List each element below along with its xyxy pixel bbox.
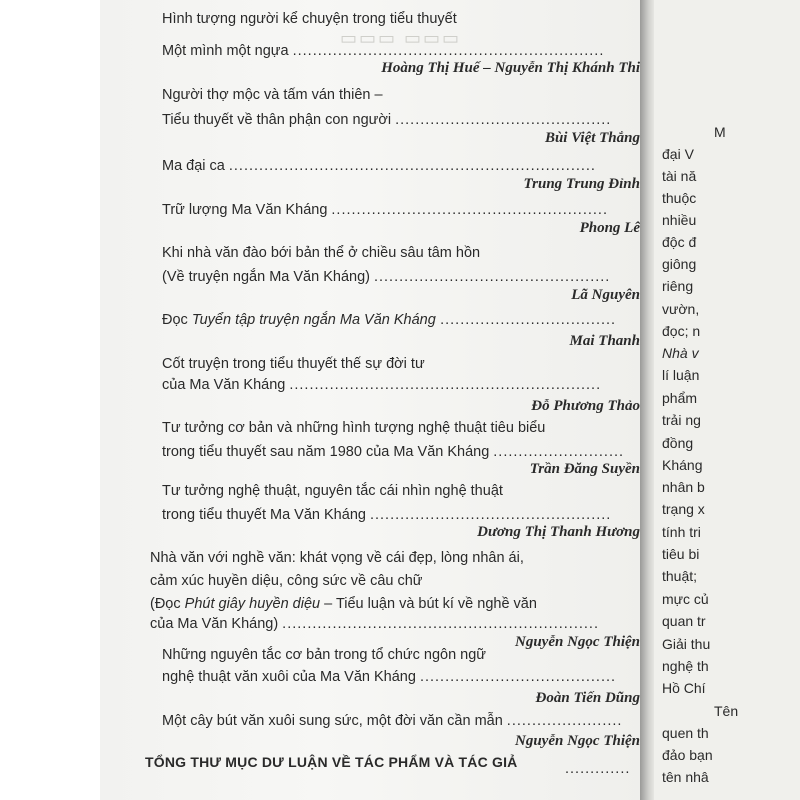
facing-page-text: thuộc: [662, 190, 697, 206]
toc-entry-author: Đỗ Phương Thảo: [531, 398, 640, 414]
dotted-leader: ...............................................: [373, 269, 611, 285]
facing-page-text: trải ng: [662, 412, 701, 428]
dotted-leader: ..............................................................: [289, 377, 602, 393]
dotted-leader: ...................................: [440, 312, 617, 328]
facing-page-text: lí luận: [662, 367, 700, 383]
toc-entry-title-line: của Ma Văn Kháng: [162, 377, 286, 393]
facing-page-text: Tên: [714, 703, 739, 719]
facing-page-text: đồng: [662, 435, 694, 451]
facing-page-text: đại V: [662, 146, 694, 162]
facing-page-text: đảo bạn: [662, 747, 713, 763]
facing-page-text: đọc; n: [662, 323, 701, 339]
toc-entry-title-line: Tiểu thuyết về thân phận con người: [162, 112, 392, 128]
facing-page-text: Nhà v: [662, 345, 699, 361]
toc-entry-title-line: Đọc Tuyển tập truyện ngắn Ma Văn Kháng: [162, 312, 436, 328]
toc-entry-title-line: Tư tưởng cơ bản và những hình tượng nghệ thuật tiêu biểu: [162, 420, 546, 436]
facing-page-text: tính tri: [662, 524, 701, 540]
toc-entry-author: Trung Trung Đỉnh: [523, 176, 640, 192]
dotted-leader: ................................................: [369, 507, 612, 523]
toc-entry-author: Đoàn Tiến Dũng: [535, 690, 640, 706]
facing-page-text: vườn,: [662, 301, 700, 317]
facing-page-text: thuật;: [662, 568, 698, 584]
facing-page-text: M: [714, 124, 726, 140]
facing-page-text: quen th: [662, 725, 709, 741]
toc-entry-title-line: Khi nhà văn đào bới bản thể ở chiều sâu tâm hồn: [162, 245, 481, 261]
dotted-leader: .......................................: [419, 669, 617, 685]
facing-page-text: nhân b: [662, 479, 705, 495]
toc-entry-title-line: Trữ lượng Ma Văn Kháng: [162, 202, 328, 218]
facing-page-text: nhiều: [662, 212, 697, 228]
facing-page-text: riêng: [662, 278, 694, 294]
dotted-leader: ...............................................................: [282, 616, 599, 632]
dotted-leader: .......................: [506, 713, 623, 729]
dotted-leader: .......................................................: [331, 202, 608, 218]
facing-page-text: phẩm: [662, 390, 698, 406]
toc-entry-title-line: Nhà văn với nghề văn: khát vọng về cái đẹp, lòng nhân ái,: [150, 550, 524, 566]
toc-entry-title-line: của Ma Văn Kháng): [150, 616, 279, 632]
toc-entry-author: Dương Thị Thanh Hương: [477, 524, 640, 540]
facing-page-text: tên nhâ: [662, 769, 709, 785]
toc-entry-title-line: Ma đại ca: [162, 158, 225, 174]
facing-page-text: quan tr: [662, 613, 706, 629]
closing-heading: TỔNG THƯ MỤC DƯ LUẬN VỀ TÁC PHẨM VÀ TÁC GIẢ: [145, 754, 518, 770]
toc-entry-title-line: (Đọc Phút giây huyền diệu – Tiểu luận và bút kí về nghề văn: [150, 596, 537, 612]
facing-page-text: Kháng: [662, 457, 703, 473]
toc-entry-title-line: Người thợ mộc và tấm ván thiên –: [162, 87, 383, 103]
facing-page-text: trạng x: [662, 501, 705, 517]
toc-entry-title-line: Một mình một ngựa: [162, 43, 289, 59]
dotted-leader: ..............................................................: [292, 43, 605, 59]
toc-entry-title-line: Tư tưởng nghệ thuật, nguyên tắc cái nhìn nghệ thuật: [162, 483, 503, 499]
toc-entry-author: Nguyễn Ngọc Thiện: [515, 733, 640, 749]
toc-entry-title-line: (Về truyện ngắn Ma Văn Kháng): [162, 269, 370, 285]
book-gutter: [640, 0, 654, 800]
toc-page: [100, 0, 645, 800]
toc-entry-author: Trần Đăng Suyền: [529, 461, 640, 477]
toc-entry-title-line: trong tiểu thuyết Ma Văn Kháng: [162, 507, 366, 523]
dotted-leader: .........................................................................: [228, 158, 596, 174]
toc-entry-author: Hoàng Thị Huế – Nguyễn Thị Khánh Thi: [381, 60, 640, 76]
facing-page-text: độc đ: [662, 234, 697, 250]
facing-page-text: Giải thu: [662, 636, 711, 652]
facing-page-text: mực củ: [662, 591, 709, 607]
facing-page-text: tiêu bi: [662, 546, 700, 562]
facing-page-text: Hồ Chí: [662, 680, 706, 696]
toc-entry-title-line: trong tiểu thuyết sau năm 1980 của Ma Văn Kháng: [162, 444, 490, 460]
toc-entry-author: Bùi Việt Thắng: [544, 130, 640, 146]
facing-page-text: tài nă: [662, 168, 697, 184]
toc-entry-author: Nguyễn Ngọc Thiện: [515, 634, 640, 650]
dotted-leader: ..........................: [493, 444, 625, 460]
toc-entry-title-line: nghệ thuật văn xuôi của Ma Văn Kháng: [162, 669, 416, 685]
facing-page: [654, 0, 800, 800]
toc-entry-title-line: cảm xúc huyền diệu, công sức về câu chữ: [150, 573, 423, 589]
toc-entry-author: Phong Lê: [579, 220, 640, 236]
toc-entry-title-line: Những nguyên tắc cơ bản trong tổ chức ngôn ngữ: [162, 647, 486, 663]
dotted-leader: .............: [565, 761, 631, 777]
toc-entry-title-line: Hình tượng người kể chuyện trong tiểu thuyết: [162, 11, 457, 27]
toc-entry-title-line: Cốt truyện trong tiểu thuyết thế sự đời tư: [162, 356, 425, 372]
facing-page-text: nghệ th: [662, 658, 709, 674]
dotted-leader: ...........................................: [395, 112, 612, 128]
toc-entry-author: Lã Nguyên: [571, 287, 640, 303]
toc-entry-title-line: Một cây bút văn xuôi sung sức, một đời văn cần mẫn: [162, 713, 503, 729]
facing-page-text: giông: [662, 256, 697, 272]
bleed-through: ▭▭▭ ▭▭▭: [340, 28, 462, 48]
toc-entry-author: Mai Thanh: [569, 333, 640, 349]
